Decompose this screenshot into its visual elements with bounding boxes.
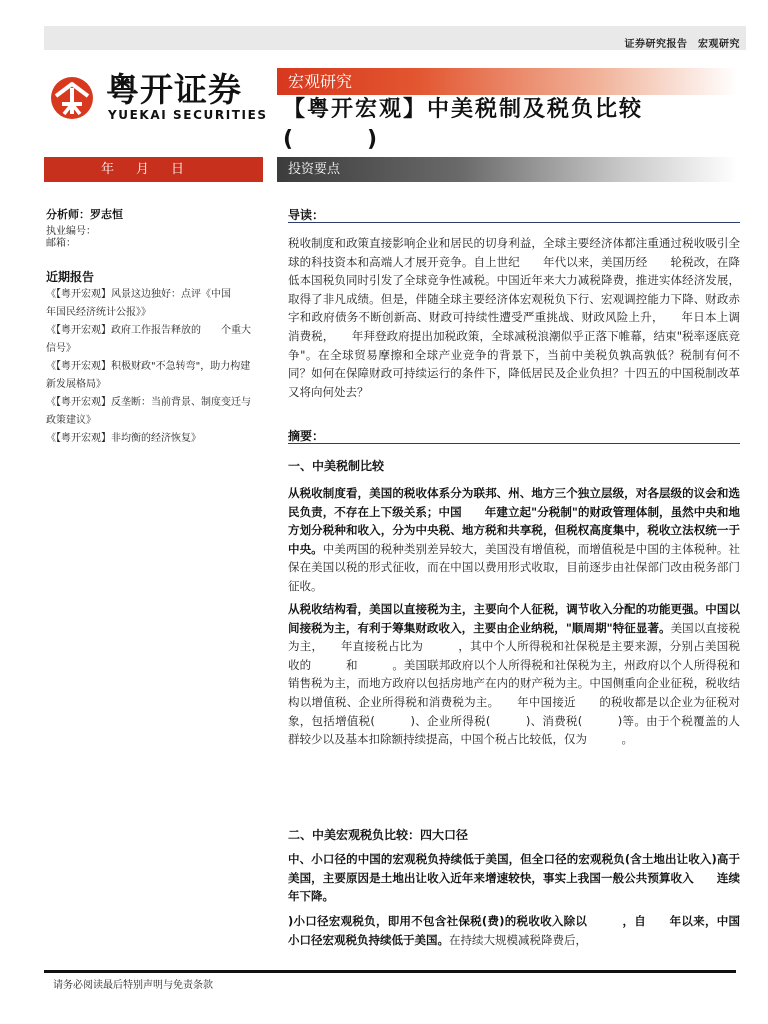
title-line-1: 【粤开宏观】中美税制及税负比较 — [283, 97, 644, 122]
paragraph-tax-structure — [288, 600, 740, 749]
footer-rule — [44, 970, 736, 973]
report-date: 年月日 — [100, 162, 206, 177]
paragraph-body: 中美两国的税种类别差异较大，美国没有增值税，而增值税是中国的主体税种。社保在美国以税的形式征收，而在中国以费用形式收取，目前逐步由社保部门改由税务部门征收。 — [288, 541, 741, 593]
recent-reports-list — [46, 286, 260, 448]
section-1-title: 一、中美税制比较 — [288, 459, 385, 473]
recent-report-link[interactable]: 《【粤开宏观】风景这边独好：点评《中国 年国民经济统计公报》》 — [46, 289, 251, 318]
paragraph-small-caliber — [288, 912, 740, 949]
intro-paragraph: 税收制度和政策直接影响企业和居民的切身利益，全球主要经济体都注重通过税收吸引全球的科技资本和高端人才展开竞争。自上世纪 年代以来，美国历经 轮税改，在降低本国税负同时引发了全球竞争性减税。中国近年来大力减税降费，推进实体经济发展，取得了非凡成绩。但是，伴随全球主要经济体宏观税负下行、宏观调控能力下降、财政赤字和政府债务不断创新高、财政可持续性遭受严重挑战、财政风险上升， 年日本上调消费税， 年拜登政府提出加税政策，全球减税浪潮似乎正落下帷幕，结束"税率逐底竞争"。在全球贸易摩擦和全球产业竞争的背景下，当前中美税负孰高孰低？税制有何不同？如何在保障财政可持续运行的条件下，降低居民及企业负担？十四五的中国税制改革又将向何处去？ — [288, 236, 740, 399]
summary-heading: 摘要： — [288, 429, 325, 443]
intro-heading: 导读： — [288, 208, 325, 222]
analyst-name: 分析师：罗志恒 — [46, 208, 123, 221]
paragraph-body: 美国以直接税为主， 年直接税占比为 ，其中个人所得税和社保税是主要来源，分别占美国税收的 和 。美国联邦政府以个人所得税和社保税为主，州政府以个人所得税和销售税为主，而地方政府以包括房地产在内的财产税为主。中国侧重向企业征税，税收结构以增值税、企业所得税和消费税为主。 年中国接近 的税收都是以企业为征税对象，包括增值税( )、企业所得税( )、消费税( )等。由于个税覆盖的人群较少以及基本扣除额持续提高，中国个税占比较低，仅为 。 — [288, 620, 740, 747]
category-label: 宏观研究 — [288, 72, 353, 91]
paragraph-lead: )小口径宏观税负，即用不包含社保税(费)的税收收入除以 ，自 年以来，中国小口径宏观税负持续低于美国。 — [288, 914, 740, 947]
paragraph-lead: 从税收结构看，美国以直接税为主，主要向个人征税，调节收入分配的功能更强。中国以间接税为主，有利于筹集财政收入，主要由企业纳税，"顺周期"特征显著。 — [288, 602, 740, 635]
logo-text-cn: 粤开证券 — [106, 70, 242, 109]
report-title — [283, 95, 743, 155]
title-line-2: ( ) — [283, 127, 380, 152]
paragraph-lead: 从税收制度看，美国的税收体系分为联邦、州、地方三个独立层级，对各层级的议会和选民负责，不存在上下级关系；中国 年建立起"分税制"的财政管理体制，虽然中央和地方划分税种和收入，分为中央税、地方税和共享税，但税权高度集中，税收立法权统一于中央。 — [288, 486, 740, 556]
recent-report-link[interactable]: 《【粤开宏观】积极财政"不急转弯"，助力构建新发展格局》 — [46, 361, 251, 390]
logo-text-en: YUEKAI SECURITIES — [108, 108, 268, 122]
analyst-email: 邮箱： — [46, 238, 76, 249]
analyst-cert: 执业编号： — [46, 226, 96, 237]
section-2-title: 二、中美宏观税负比较：四大口径 — [288, 828, 469, 842]
summary-rule — [288, 443, 740, 444]
paragraph-lead: 中、小口径的中国的宏观税负持续低于美国，但全口径的宏观税负(含土地出让收入)高于美国，主要原因是土地出让收入近年来增速较快，事实上我国一般公共预算收入 连续 年下降。 — [288, 852, 752, 904]
disclaimer-note: 请务必阅读最后特别声明与免责条款 — [53, 980, 213, 991]
recent-report-link[interactable]: 《【粤开宏观】政府工作报告释放的 个重大信号》 — [46, 325, 251, 354]
recent-report-link[interactable]: 《【粤开宏观】非均衡的经济恢复》 — [46, 433, 201, 444]
paragraph-tax-system — [288, 484, 740, 596]
highlights-bar — [277, 157, 737, 182]
report-type-tag: 证券研究报告 宏观研究 — [624, 39, 740, 50]
paragraph-body: 在持续大规模减税降费后， — [449, 932, 587, 947]
intro-rule — [288, 222, 740, 223]
highlights-label: 投资要点 — [288, 162, 341, 177]
paragraph-tax-burden — [288, 850, 752, 906]
recent-report-link[interactable]: 《【粤开宏观】反垄断：当前背景、制度变迁与政策建议》 — [46, 397, 251, 426]
recent-reports-heading: 近期报告 — [46, 270, 95, 284]
yuekai-logo-icon — [46, 74, 102, 122]
